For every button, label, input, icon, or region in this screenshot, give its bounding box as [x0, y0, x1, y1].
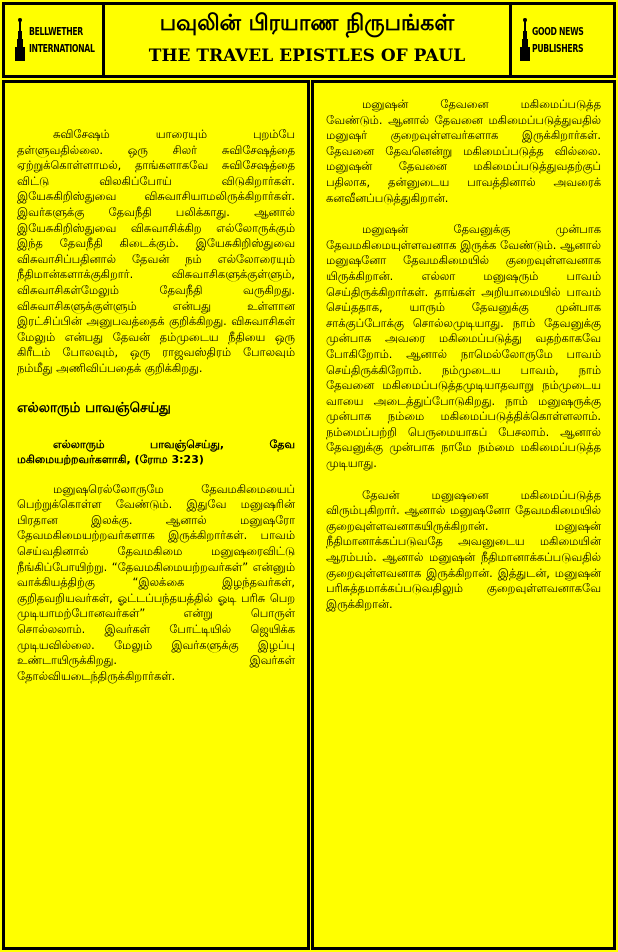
left-paragraph-2: மனுஷரெல்லோருமே தேவமகிமையைப் பெற்றுக்கொள்ள வேண்டும். இதுவே மனுஷரின் பிரதான இலக்கு. ஆனால் மனுஷரோ தேவமகிமையற்றவர்களாக இருக்கிறார்கள். பாவம் செய்வதினால் தேவமகிமை மனுஷரைவிட்டு நீங்கிப்போயிற்று. “தேவமகிமையற்றவர்கள்” என்னும் வாக்கியத்திற்கு “இலக்கை இழந்தவர்கள், குறிதவறியவர்கள், ஓட்டப்பந்தயத்தில் ஓடி பரிசு பெற முடியாமற்போனவர்கள்” என்று பொருள் சொல்லலாம். இவர்கள் போட்டியில் ஜெயிக்க முடியவில்லை. மேலும் இவர்களுக்கு இழப்பு உண்டாயிருக்கிறது. இவர்கள் தோல்வியடைந்திருக்கிறார்கள். [17, 481, 295, 683]
good-news-logo-line2: PUBLISHERS [532, 42, 584, 55]
good-news-logo-line1: GOOD NEWS [532, 25, 584, 38]
good-news-logo [509, 5, 613, 75]
page-title-english: THE TRAVEL EPISTLES OF PAUL [148, 46, 466, 66]
bellwether-logo [5, 5, 105, 75]
right-column [311, 80, 616, 950]
section-heading: எல்லாரும் பாவஞ்செய்து [17, 399, 171, 416]
right-paragraph-1: மனுஷன் தேவனை மகிமைப்படுத்த வேண்டும். ஆனால் தேவனை மகிமைப்படுத்துவதில் மனுஷர் குறைவுள்ளவர்களாக இருக்கிறார்கள். தேவனை தேவனென்று மகிமைப்படுத்த வில்லை. மனுஷன் தேவனை மகிமைப்படுத்துவதற்குப் பதிலாக, தன்னுடைய பாவத்தினால் அவரைக் கனவீனப்படுத்துகிறான். [326, 97, 601, 205]
title-area [105, 5, 509, 75]
left-column [2, 80, 310, 950]
right-paragraph-3: தேவன் மனுஷனை மகிமைப்படுத்த விரும்புகிறார். ஆனால் மனுஷனோ தேவமகிமையில் குறைவுள்ளவனாகயிருக்கிறான். மனுஷன் நீதிமானாக்கப்படுவதே அவனுடைய மகிமையின் ஆரம்பம். ஆனால் மனுஷன் நீதிமானாக்கப்படுவதில் குறைவுள்ளவனாக இருக்கிறான். இத்துடன், மனுஷன் பரிசுத்தமாக்கப்படுவதிலும் குறைவுள்ளவனாகவே இருக்கிறான். [326, 487, 601, 611]
header-banner [2, 2, 616, 78]
bellwether-logo-line2: INTERNATIONAL [29, 42, 95, 55]
bellwether-figure-icon [13, 17, 27, 61]
right-paragraph-2: மனுஷன் தேவனுக்கு முன்பாக தேவமகிமையுள்ளவனாக இருக்க வேண்டும். ஆனால் மனுஷனோ தேவமகிமையில் குறைவுள்ளவனாக யிருக்கிறான். எல்லா மனுஷரும் பாவம் செய்திருக்கிறார்கள். தாங்கள் அறியாமையில் பாவம் செய்ததாக, யாரும் தேவனுக்கு முன்பாக சாக்குப்போக்கு சொல்லமுடியாது. நாம் தேவனுக்கு முன்பாக அவரை மகிமைப்படுத்து வதற்காகவே போகிறோம். ஆனால் நாமெல்லோருமே பாவம் செய்திருக்கிறோம். நம்முடைய பாவம், நாம் தேவனை மகிமைப்படுத்தமுடியாதவாறு நம்முடைய வாயை அடைத்துப்போடுகிறது. நாம் மனுஷருக்கு முன்பாக நம்மை மகிமைப்படுத்திக்கொள்ளலாம். நம்மைப்பற்றி பெருமையாகப் பேசலாம். ஆனால் தேவனுக்கு முன்பாக நாமே நம்மை மகிமைப்படுத்த முடியாது. [326, 222, 601, 471]
good-news-figure-icon [518, 17, 532, 61]
bellwether-logo-text [29, 23, 95, 57]
bellwether-logo-line1: BELLWETHER [29, 25, 83, 38]
good-news-logo-text [532, 23, 584, 57]
scripture-verse: எல்லாரும் பாவஞ்செய்து, தேவ மகிமையற்றவர்களாகி, (ரோம 3:23) [17, 437, 295, 467]
left-paragraph-1: சுவிசேஷம் யாரையும் புறம்பே தள்ளுவதில்லை. ஒரு சிலர் சுவிசேஷத்தை ஏற்றுக்கொள்ளாமல், தாங்களாகவே சுவிசேஷத்தை விட்டு விலகிப்போய் விடுகிறார்கள். இயேசுகிறிஸ்துவை விசுவாசியாமலிருக்கிறார்கள். இவர்களுக்கு தேவநீதி பலிக்காது. ஆனால் இயேசுகிறிஸ்துவை விசுவாசிக்கிற எல்லோருக்கும் இந்த தேவநீதி கிடைக்கும். இயேசுகிறிஸ்துவை விசுவாசிப்பதினால் தேவன் நம் எல்லோரையும் நீதிமான்களாக்குகிறார். விசுவாசிகளுக்குள்ளும், விசுவாசிகள்மேலும் தேவநீதி வருகிறது. விசுவாசிகளுக்குள்ளும் என்பது உள்ளான இரட்சிப்பின் அனுபவத்தைக் குறிக்கிறது. விசுவாசிகள் மேலும் என்பது தேவன் தம்முடைய நீதியை ஒரு கிரீடம் போலவும், ஒரு ராஜவஸ்திரம் போலவும் நம்மீது அணிவிப்பதைக் குறிக்கிறது. [17, 127, 295, 375]
page-title-tamil: பவுலின் பிரயாண நிருபங்கள் [159, 11, 455, 36]
